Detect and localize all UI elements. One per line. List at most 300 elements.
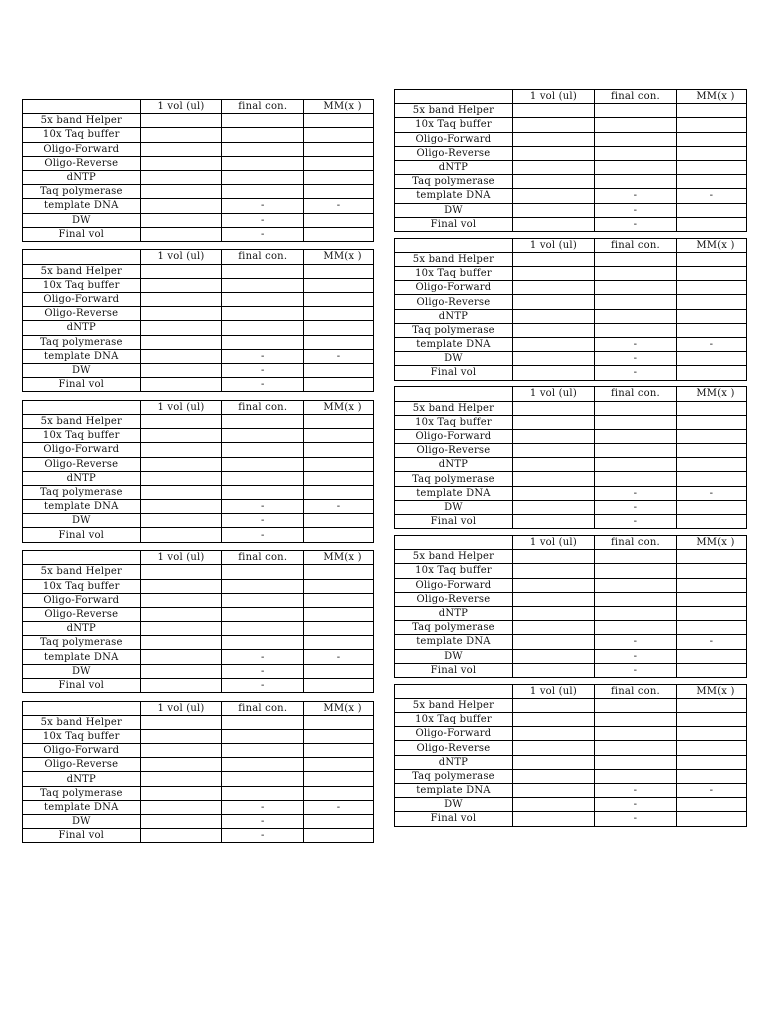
table-row [395, 352, 747, 366]
mastermix-cell[interactable] [676, 458, 746, 472]
vol-cell[interactable] [512, 146, 594, 160]
mastermix-cell[interactable] [676, 621, 746, 635]
mastermix-cell[interactable] [676, 175, 746, 189]
vol-cell[interactable] [140, 213, 222, 227]
final-con-cell[interactable] [222, 414, 304, 428]
final-con-cell[interactable] [222, 457, 304, 471]
vol-cell[interactable] [512, 217, 594, 231]
final-con-cell[interactable] [222, 156, 304, 170]
final-con-cell[interactable]: - [222, 829, 304, 843]
vol-cell[interactable] [512, 698, 594, 712]
final-con-cell[interactable]: - [594, 486, 676, 500]
final-con-cell[interactable]: - [594, 203, 676, 217]
final-con-cell[interactable]: - [594, 189, 676, 203]
mastermix-cell[interactable]: - [304, 349, 374, 363]
final-con-cell[interactable] [594, 741, 676, 755]
final-con-cell[interactable] [222, 142, 304, 156]
vol-cell[interactable] [140, 307, 222, 321]
reagent-label: 10x Taq buffer [23, 579, 141, 593]
final-con-cell[interactable]: - [222, 678, 304, 692]
vol-cell[interactable] [140, 378, 222, 392]
vol-cell[interactable] [512, 323, 594, 337]
vol-cell[interactable] [512, 755, 594, 769]
final-con-cell[interactable] [222, 622, 304, 636]
vol-cell[interactable] [512, 189, 594, 203]
final-con-cell[interactable]: - [222, 213, 304, 227]
vol-cell[interactable] [512, 798, 594, 812]
final-con-cell[interactable]: - [594, 366, 676, 380]
vol-cell[interactable] [512, 784, 594, 798]
final-con-cell[interactable] [594, 252, 676, 266]
vol-cell[interactable] [512, 267, 594, 281]
vol-cell[interactable] [140, 142, 222, 156]
mastermix-cell[interactable] [676, 252, 746, 266]
mastermix-cell[interactable] [304, 565, 374, 579]
final-con-cell[interactable]: - [594, 649, 676, 663]
table-row [395, 606, 747, 620]
vol-cell[interactable] [512, 578, 594, 592]
mastermix-cell[interactable]: - [676, 337, 746, 351]
vol-cell[interactable] [140, 678, 222, 692]
final-con-cell[interactable] [594, 564, 676, 578]
mastermix-cell[interactable] [304, 514, 374, 528]
vol-cell[interactable] [140, 565, 222, 579]
mastermix-cell[interactable] [304, 664, 374, 678]
vol-cell[interactable] [140, 156, 222, 170]
mastermix-cell[interactable] [676, 649, 746, 663]
vol-cell[interactable] [140, 363, 222, 377]
final-con-cell[interactable] [222, 114, 304, 128]
mastermix-cell[interactable] [304, 829, 374, 843]
mastermix-cell[interactable] [676, 281, 746, 295]
final-con-cell[interactable] [222, 485, 304, 499]
vol-cell[interactable] [140, 114, 222, 128]
vol-cell[interactable] [140, 349, 222, 363]
mastermix-cell[interactable] [676, 606, 746, 620]
mastermix-cell[interactable] [304, 457, 374, 471]
final-con-cell[interactable]: - [594, 798, 676, 812]
mastermix-cell[interactable] [304, 114, 374, 128]
mastermix-cell[interactable] [676, 415, 746, 429]
mastermix-cell[interactable]: - [676, 486, 746, 500]
final-con-cell[interactable] [222, 170, 304, 184]
final-con-cell[interactable]: - [222, 664, 304, 678]
final-con-cell[interactable] [594, 160, 676, 174]
final-con-cell[interactable]: - [594, 812, 676, 826]
reagent-label: 5x band Helper [23, 715, 141, 729]
mastermix-cell[interactable] [676, 564, 746, 578]
final-con-cell[interactable]: - [594, 635, 676, 649]
table-row [23, 378, 374, 392]
mastermix-cell[interactable] [676, 429, 746, 443]
mastermix-cell[interactable] [676, 118, 746, 132]
mastermix-cell[interactable] [304, 607, 374, 621]
table-row [395, 309, 747, 323]
vol-cell[interactable] [512, 500, 594, 514]
final-con-cell[interactable] [594, 727, 676, 741]
mastermix-cell[interactable] [304, 758, 374, 772]
mastermix-cell[interactable] [676, 812, 746, 826]
final-con-cell[interactable]: - [594, 352, 676, 366]
final-con-cell[interactable]: - [222, 199, 304, 213]
vol-cell[interactable] [512, 104, 594, 118]
vol-cell[interactable] [140, 185, 222, 199]
vol-cell[interactable] [140, 335, 222, 349]
vol-cell[interactable] [140, 636, 222, 650]
final-con-cell[interactable] [222, 744, 304, 758]
mastermix-cell[interactable] [304, 142, 374, 156]
mastermix-cell[interactable]: - [304, 500, 374, 514]
mastermix-cell[interactable] [676, 769, 746, 783]
vol-cell[interactable] [512, 401, 594, 415]
mastermix-cell[interactable] [676, 515, 746, 529]
left-column [22, 99, 374, 851]
final-con-cell[interactable] [222, 593, 304, 607]
final-con-cell[interactable] [594, 592, 676, 606]
vol-cell[interactable] [140, 278, 222, 292]
final-con-cell[interactable] [594, 415, 676, 429]
vol-cell[interactable] [140, 128, 222, 142]
mastermix-cell[interactable] [676, 741, 746, 755]
final-con-cell[interactable] [594, 458, 676, 472]
mastermix-cell[interactable] [676, 798, 746, 812]
final-con-cell[interactable] [222, 429, 304, 443]
vol-cell[interactable] [140, 414, 222, 428]
final-con-cell[interactable] [594, 267, 676, 281]
vol-cell[interactable] [512, 458, 594, 472]
vol-cell[interactable] [512, 132, 594, 146]
vol-cell[interactable] [512, 727, 594, 741]
vol-cell[interactable] [512, 663, 594, 677]
final-con-cell[interactable]: - [594, 337, 676, 351]
mastermix-cell[interactable] [304, 471, 374, 485]
header-cell-mastermix: MM(x ) [676, 238, 746, 252]
final-con-cell[interactable] [594, 175, 676, 189]
vol-cell[interactable] [140, 744, 222, 758]
vol-cell[interactable] [140, 170, 222, 184]
mastermix-cell[interactable] [304, 321, 374, 335]
final-con-cell[interactable] [222, 278, 304, 292]
vol-cell[interactable] [140, 227, 222, 241]
final-con-cell[interactable] [222, 443, 304, 457]
vol-cell[interactable] [512, 252, 594, 266]
final-con-cell[interactable]: - [222, 514, 304, 528]
vol-cell[interactable] [140, 786, 222, 800]
final-con-cell[interactable] [594, 104, 676, 118]
final-con-cell[interactable] [222, 185, 304, 199]
mastermix-cell[interactable] [304, 443, 374, 457]
mastermix-cell[interactable] [304, 414, 374, 428]
mastermix-cell[interactable] [304, 307, 374, 321]
mastermix-cell[interactable] [304, 485, 374, 499]
vol-cell[interactable] [140, 528, 222, 542]
final-con-cell[interactable]: - [222, 650, 304, 664]
mastermix-cell[interactable] [676, 500, 746, 514]
vol-cell[interactable] [140, 500, 222, 514]
final-con-cell[interactable]: - [222, 500, 304, 514]
mastermix-cell[interactable]: - [304, 199, 374, 213]
mastermix-cell[interactable] [676, 550, 746, 564]
final-con-cell[interactable] [222, 128, 304, 142]
vol-cell[interactable] [512, 713, 594, 727]
vol-cell[interactable] [140, 514, 222, 528]
mastermix-cell[interactable] [676, 309, 746, 323]
final-con-cell[interactable] [594, 698, 676, 712]
mastermix-cell[interactable] [304, 429, 374, 443]
vol-cell[interactable] [140, 429, 222, 443]
reagent-label: template DNA [23, 800, 141, 814]
vol-cell[interactable] [512, 606, 594, 620]
mastermix-cell[interactable] [304, 636, 374, 650]
final-con-cell[interactable]: - [222, 349, 304, 363]
table-row [23, 349, 374, 363]
final-con-cell[interactable] [594, 550, 676, 564]
pcr-mix-table [22, 249, 374, 392]
mastermix-cell[interactable] [304, 593, 374, 607]
table-row [23, 213, 374, 227]
final-con-cell[interactable] [222, 307, 304, 321]
vol-cell[interactable] [140, 457, 222, 471]
mastermix-cell[interactable] [676, 755, 746, 769]
mastermix-cell[interactable] [304, 678, 374, 692]
vol-cell[interactable] [140, 715, 222, 729]
vol-cell[interactable] [140, 800, 222, 814]
vol-cell[interactable] [512, 741, 594, 755]
final-con-cell[interactable] [594, 281, 676, 295]
vol-cell[interactable] [140, 607, 222, 621]
mastermix-cell[interactable] [304, 227, 374, 241]
vol-cell[interactable] [512, 472, 594, 486]
mastermix-cell[interactable] [676, 352, 746, 366]
pcr-mix-table [394, 535, 747, 678]
mastermix-cell[interactable] [304, 729, 374, 743]
mastermix-cell[interactable]: - [676, 635, 746, 649]
mastermix-cell[interactable] [304, 185, 374, 199]
final-con-cell[interactable] [594, 621, 676, 635]
vol-cell[interactable] [512, 635, 594, 649]
vol-cell[interactable] [140, 650, 222, 664]
final-con-cell[interactable] [594, 472, 676, 486]
vol-cell[interactable] [140, 443, 222, 457]
vol-cell[interactable] [140, 321, 222, 335]
vol-cell[interactable] [512, 175, 594, 189]
table-row [395, 592, 747, 606]
vol-cell[interactable] [512, 415, 594, 429]
final-con-cell[interactable] [594, 769, 676, 783]
mastermix-cell[interactable] [676, 217, 746, 231]
final-con-cell[interactable] [222, 636, 304, 650]
final-con-cell[interactable] [222, 565, 304, 579]
final-con-cell[interactable] [594, 295, 676, 309]
vol-cell[interactable] [140, 729, 222, 743]
vol-cell[interactable] [140, 292, 222, 306]
vol-cell[interactable] [140, 664, 222, 678]
pcr-mix-table [22, 99, 374, 242]
vol-cell[interactable] [512, 366, 594, 380]
mastermix-cell[interactable] [304, 815, 374, 829]
final-con-cell[interactable]: - [222, 378, 304, 392]
final-con-cell[interactable]: - [594, 515, 676, 529]
vol-cell[interactable] [140, 622, 222, 636]
mastermix-cell[interactable] [676, 146, 746, 160]
vol-cell[interactable] [140, 199, 222, 213]
mastermix-cell[interactable] [676, 160, 746, 174]
mastermix-cell[interactable] [676, 267, 746, 281]
vol-cell[interactable] [512, 309, 594, 323]
vol-cell[interactable] [512, 281, 594, 295]
vol-cell[interactable] [512, 337, 594, 351]
mastermix-cell[interactable] [304, 622, 374, 636]
final-con-cell[interactable]: - [222, 800, 304, 814]
mastermix-cell[interactable] [676, 472, 746, 486]
mastermix-cell[interactable] [304, 528, 374, 542]
reagent-label: dNTP [395, 606, 513, 620]
table-row [23, 292, 374, 306]
vol-cell[interactable] [140, 815, 222, 829]
mastermix-cell[interactable]: - [304, 800, 374, 814]
reagent-label: 10x Taq buffer [23, 429, 141, 443]
vol-cell[interactable] [512, 621, 594, 635]
vol-cell[interactable] [512, 564, 594, 578]
mastermix-cell[interactable]: - [304, 650, 374, 664]
final-con-cell[interactable]: - [222, 363, 304, 377]
final-con-cell[interactable] [594, 429, 676, 443]
final-con-cell[interactable] [594, 118, 676, 132]
vol-cell[interactable] [512, 352, 594, 366]
mastermix-cell[interactable] [676, 578, 746, 592]
vol-cell[interactable] [140, 758, 222, 772]
mastermix-cell[interactable]: - [676, 784, 746, 798]
final-con-cell[interactable] [594, 578, 676, 592]
header-cell-mastermix: MM(x ) [304, 400, 374, 414]
vol-cell[interactable] [512, 592, 594, 606]
pcr-mix-table [394, 238, 747, 381]
vol-cell[interactable] [512, 160, 594, 174]
final-con-cell[interactable] [222, 786, 304, 800]
mastermix-cell[interactable] [304, 378, 374, 392]
reagent-label: template DNA [23, 199, 141, 213]
mastermix-cell[interactable] [676, 713, 746, 727]
table-row [23, 199, 374, 213]
final-con-cell[interactable] [222, 471, 304, 485]
final-con-cell[interactable]: - [222, 528, 304, 542]
vol-cell[interactable] [512, 649, 594, 663]
final-con-cell[interactable] [222, 758, 304, 772]
reagent-label: Oligo-Reverse [23, 758, 141, 772]
final-con-cell[interactable] [594, 444, 676, 458]
vol-cell[interactable] [140, 772, 222, 786]
mastermix-cell[interactable] [304, 213, 374, 227]
mastermix-cell[interactable] [304, 363, 374, 377]
mastermix-cell[interactable] [676, 401, 746, 415]
mastermix-cell[interactable] [304, 786, 374, 800]
mastermix-cell[interactable] [304, 264, 374, 278]
mastermix-cell[interactable] [304, 772, 374, 786]
mastermix-cell[interactable] [304, 579, 374, 593]
vol-cell[interactable] [512, 515, 594, 529]
mastermix-cell[interactable] [676, 727, 746, 741]
mastermix-cell[interactable] [304, 156, 374, 170]
final-con-cell[interactable] [594, 323, 676, 337]
final-con-cell[interactable]: - [222, 227, 304, 241]
vol-cell[interactable] [512, 812, 594, 826]
mastermix-cell[interactable] [676, 104, 746, 118]
mastermix-cell[interactable] [676, 323, 746, 337]
mastermix-cell[interactable] [304, 292, 374, 306]
final-con-cell[interactable] [222, 729, 304, 743]
mastermix-cell[interactable] [676, 132, 746, 146]
mastermix-cell[interactable] [304, 170, 374, 184]
final-con-cell[interactable] [594, 401, 676, 415]
mastermix-cell[interactable] [304, 335, 374, 349]
final-con-cell[interactable]: - [594, 500, 676, 514]
mastermix-cell[interactable] [304, 128, 374, 142]
vol-cell[interactable] [512, 769, 594, 783]
mastermix-cell[interactable] [676, 592, 746, 606]
mastermix-cell[interactable] [676, 444, 746, 458]
final-con-cell[interactable]: - [594, 663, 676, 677]
table-row [395, 203, 747, 217]
vol-cell[interactable] [140, 579, 222, 593]
vol-cell[interactable] [512, 550, 594, 564]
final-con-cell[interactable] [222, 335, 304, 349]
final-con-cell[interactable] [594, 606, 676, 620]
reagent-label: 10x Taq buffer [395, 713, 513, 727]
final-con-cell[interactable] [222, 607, 304, 621]
final-con-cell[interactable] [222, 579, 304, 593]
final-con-cell[interactable]: - [222, 815, 304, 829]
vol-cell[interactable] [512, 444, 594, 458]
mastermix-cell[interactable] [304, 278, 374, 292]
vol-cell[interactable] [512, 118, 594, 132]
final-con-cell[interactable]: - [594, 784, 676, 798]
final-con-cell[interactable] [594, 755, 676, 769]
final-con-cell[interactable] [594, 309, 676, 323]
mastermix-cell[interactable]: - [676, 189, 746, 203]
vol-cell[interactable] [140, 593, 222, 607]
table-row [395, 515, 747, 529]
mastermix-cell[interactable] [676, 366, 746, 380]
mastermix-cell[interactable] [676, 203, 746, 217]
table-row [23, 307, 374, 321]
final-con-cell[interactable] [222, 715, 304, 729]
mastermix-cell[interactable] [676, 663, 746, 677]
vol-cell[interactable] [140, 829, 222, 843]
vol-cell[interactable] [512, 429, 594, 443]
vol-cell[interactable] [140, 264, 222, 278]
final-con-cell[interactable] [594, 146, 676, 160]
mastermix-cell[interactable] [676, 698, 746, 712]
vol-cell[interactable] [512, 295, 594, 309]
vol-cell[interactable] [512, 203, 594, 217]
reagent-label: Taq polymerase [395, 472, 513, 486]
mastermix-cell[interactable] [304, 744, 374, 758]
final-con-cell[interactable]: - [594, 217, 676, 231]
final-con-cell[interactable] [222, 772, 304, 786]
vol-cell[interactable] [512, 486, 594, 500]
final-con-cell[interactable] [594, 132, 676, 146]
reagent-label: Taq polymerase [395, 175, 513, 189]
final-con-cell[interactable] [222, 264, 304, 278]
mastermix-cell[interactable] [304, 715, 374, 729]
final-con-cell[interactable] [594, 713, 676, 727]
vol-cell[interactable] [140, 471, 222, 485]
final-con-cell[interactable] [222, 292, 304, 306]
header-row [395, 238, 747, 252]
vol-cell[interactable] [140, 485, 222, 499]
mastermix-cell[interactable] [676, 295, 746, 309]
final-con-cell[interactable] [222, 321, 304, 335]
